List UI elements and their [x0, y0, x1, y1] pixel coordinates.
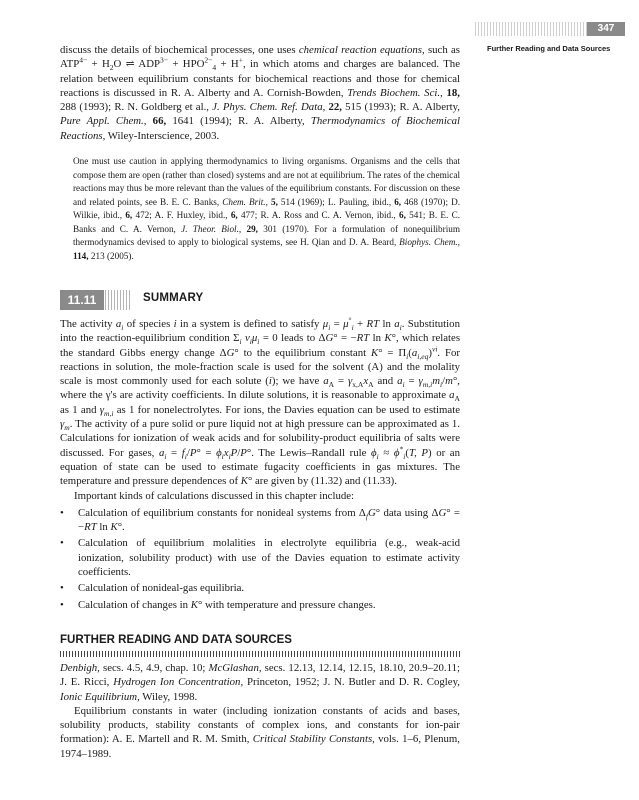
list-item: • Calculation of changes in K° with temperature and pressure changes.: [60, 598, 460, 612]
continuation-paragraph: [60, 43, 460, 143]
further-reading-paragraph-2: Equilibrium constants in water (including ionization constants of acids and bases, solubility products, stability constants of complex ions, and constants for ion-pair formation): A. E. Martell and R. M. Smith, Critical Stability Constants, vols. 1–6, Plenum, 1974–1989.: [60, 704, 461, 760]
list-item: • Calculation of equilibrium constants for nonideal systems from $\Delta_fG^\circ$ data using ΔG° = −RT ln K°.: [60, 506, 460, 535]
section-number: 11.11: [60, 290, 104, 310]
further-reading-paragraph-1: Denbigh, secs. 4.5, 4.9, chap. 10; McGlashan, secs. 12.13, 12.14, 12.15, 18.10, 20.9–20.11; J. E. Ricci, Hydrogen Ion Concentration, Princeton, 1952; J. N. Butler and D. R. Cogley, Ionic Equilibrium, Wiley, 1998.: [60, 662, 460, 703]
top-paragraph: discuss the details of biochemical processes, one uses chemical reaction equations, such as $ATP^{4-} + H_2O$ ⇌ $ADP^{3-} + HPO^{2-}_4 + H^+$, in which atoms and charges are balanced. The relation between equilibrium constants for biochemical reactions and those for chemical reactions is discussed in R. A. Alberty and A. Cornish-Bowden, Trends Biochem. Sci., 18, 288 (1993); R. N. Goldberg et al., J. Phys. Chem. Ref. Data, 22, 515 (1993); R. A. Alberty, Pure Appl. Chem., 66, 1641 (1994); R. A. Alberty, Thermodynamics of Biochemical Reactions, Wiley-Interscience, 2003.: [60, 44, 461, 142]
summary-paragraph-2: Important kinds of calculations discussed in this chapter include:: [74, 489, 355, 502]
summary-body: [60, 317, 460, 612]
list-item: • Calculation of nonideal-gas equilibria.: [60, 581, 460, 595]
further-reading-title: FURTHER READING AND DATA SOURCES: [60, 634, 292, 646]
caution-note: [73, 146, 460, 272]
page-number: 347: [587, 22, 625, 36]
list-item: • Calculation of equilibrium molalities in electrolyte equilibria (e.g., weak-acid ionization, solubility product) with use of the Davies equation to estimate activity coefficients.: [60, 536, 460, 579]
further-reading-body: [60, 661, 460, 761]
further-reading-rule: [60, 651, 460, 657]
calculation-list: [60, 506, 460, 612]
note-paragraph: One must use caution in applying thermodynamics to living organisms. Organisms and the cells that compose them are open (rather than closed) systems and are not at equilibrium. The rates of the chemical reactions may thus be more relevant than the values of the equilibrium constants. For discussion on these and related points, see B. E. C. Banks, Chem. Brit., 5, 514 (1969); L. Pauling, ibid., 6, 468 (1970); D. Wilkie, ibid., 6, 472; A. F. Huxley, ibid., 6, 477; R. A. Ross and C. A. Vernon, ibid., 6, 541; B. E. C. Banks and C. A. Vernon, J. Theor. Biol., 29, 301 (1970). For a formulation of nonequilibrium thermodynamics devised to apply to biological systems, see H. Qian and D. A. Beard, Biophys. Chem., 114, 213 (2005).: [73, 156, 461, 261]
section-title: SUMMARY: [143, 292, 204, 304]
summary-paragraph-1: The activity $a_i$ of species i in a system is defined to satisfy $\mu_i = \mu^\circ_i$ + RT $\ln a_i$. Substitution into the reaction-equilibrium condition $\Sigma_i$ $\nu_i\mu_i = 0$ leads to ΔG° = −RT ln K°, which relates the standard Gibbs energy change ΔG° to the equilibrium constant $K^\circ = \Pi_i(a_{i,eq})^{\nu i}$. For reactions in solution, the mole-fraction scale is used for the solvent (A) and the molality scale is most commonly used for each solute (i); we have $a_A = \gamma_{x,A}x_A$ and $a_i = \gamma_{m,i}m_i/m^\circ$, where the γ's are activity coefficients. In dilute solutions, it is reasonable to approximate $a_A$ as 1 and $\gamma_{m,i}$ as 1 for nonelectrolytes. For ions, the Davies equation can be used to estimate $\gamma_m$. The activity of a pure solid or pure liquid not at high pressure can be approximated as 1. Calculations for ionization of weak acids and for solubility-product equilibria of salts were discussed. For gases, $a_i = f_i/P^\circ = \phi_ix_iP/P^\circ$. The Lewis–Randall rule $\phi_i \approx \phi^*_i(T$, P) or an equation of state can be used to estimate fugacity coefficients in gas mixtures. The temperature and pressure dependences of K° are given by (11.32) and (11.33).: [60, 315, 461, 488]
running-head: Further Reading and Data Sources: [487, 44, 611, 53]
